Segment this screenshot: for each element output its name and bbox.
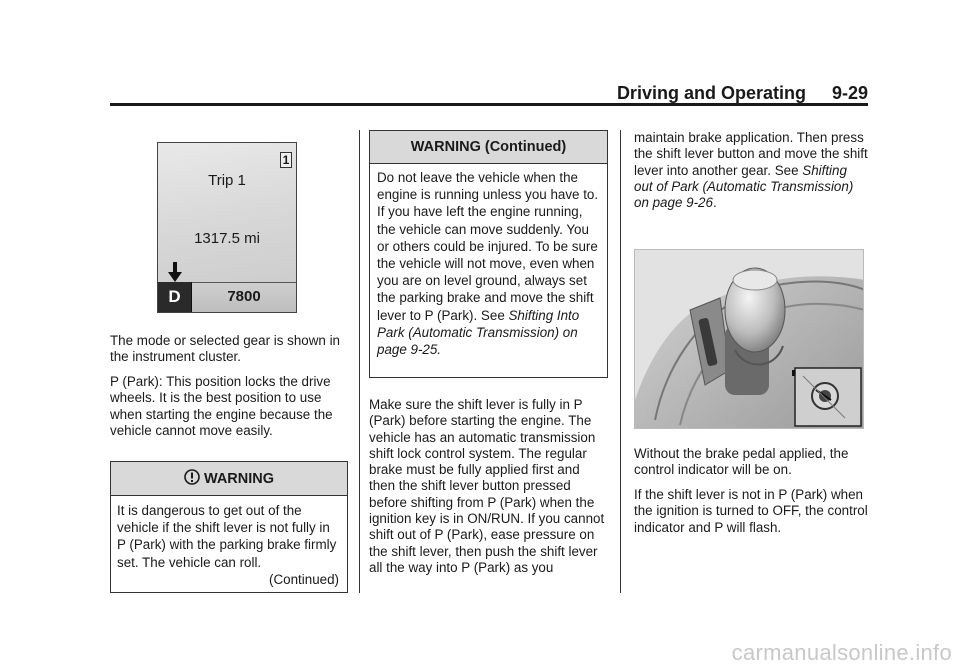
mode-gear-paragraph: The mode or selected gear is shown in the instrument cluster. [110, 333, 340, 365]
column-divider-1 [359, 130, 360, 593]
park-label: P (Park): [110, 374, 163, 389]
warning-continued-box [369, 130, 608, 378]
ignition-off-paragraph: If the shift lever is not in P (Park) when the ignition is turned to OFF, the control indicator and P will flash. [634, 487, 868, 535]
header-rule [110, 103, 868, 106]
park-text: This position locks the drive wheels. It is the best position to use when starting the engine because the vehicle cannot move easily. [110, 374, 333, 438]
shifting-out-of-park-ref: Shifting out of Park (Automatic Transmission) on page 9-26 [634, 162, 854, 211]
brake-application-text: maintain brake application. Then press the shift lever button and move the shift lever into another gear. See [634, 130, 868, 178]
cluster-page-indicator: 1 [280, 152, 292, 168]
shift-lever-illustration [634, 249, 864, 429]
park-paragraph [110, 374, 350, 439]
warning-box [110, 461, 348, 593]
column-divider-2 [620, 130, 621, 593]
shift-lever-drawing [635, 250, 864, 429]
page-header [110, 83, 868, 105]
period: . [712, 195, 717, 211]
warning-continued-text: Do not leave the vehicle when the engine is running unless you have to. If you have left the engine running, the vehicle can move suddenly. You or others could be injured. To be sure the vehicle will not move, even when you are on level ground, always set the parking brake and move the shift lever to P (Park). See [377, 170, 599, 323]
section-title: Driving and Operating [616, 83, 806, 103]
warning-header [111, 462, 347, 496]
continued-label: (Continued) [269, 571, 339, 587]
warning-text: It is dangerous to get out of the vehicle if the shift lever is not fully in P (Park) with the parking brake firmly set. The vehicle can roll. [117, 503, 337, 570]
warning-continued-header: WARNING (Continued) [370, 131, 607, 164]
brake-application-paragraph [634, 130, 869, 211]
warning-body [111, 496, 347, 588]
page-number: 9-29 [831, 83, 868, 103]
watermark: carmanualsonline.info [731, 640, 952, 665]
shifting-into-park-ref: Shifting Into Park (Automatic Transmission) on page 9-25. [377, 307, 580, 358]
brake-pedal-paragraph: Without the brake pedal applied, the control indicator will be on. [634, 446, 849, 478]
cluster-odometer: 7800 [227, 288, 261, 305]
shift-lock-paragraph: Make sure the shift lever is fully in P (Park) before starting the engine. The vehicle has an automatic transmission shift lock control system. The regular brake must be fully applied first and then the shift lever button pressed before shifting from P (Park) when the ignition key is in ON/RUN. If you cannot shift out of P (Park), ease pressure on the shift lever, then push the shift lever all the way into P (Park) as you [369, 397, 605, 575]
instrument-cluster-figure [157, 142, 297, 313]
cluster-bottom-bar [158, 282, 296, 312]
warning-title: WARNING [203, 471, 275, 487]
cluster-gear-indicator: D [158, 282, 192, 312]
cluster-distance: 1317.5 mi [194, 230, 260, 247]
warning-continued-body [370, 164, 607, 358]
cluster-trip-label: Trip 1 [208, 172, 246, 189]
down-arrow-icon [167, 262, 183, 282]
warning-icon [184, 469, 200, 485]
header-title [617, 83, 868, 104]
